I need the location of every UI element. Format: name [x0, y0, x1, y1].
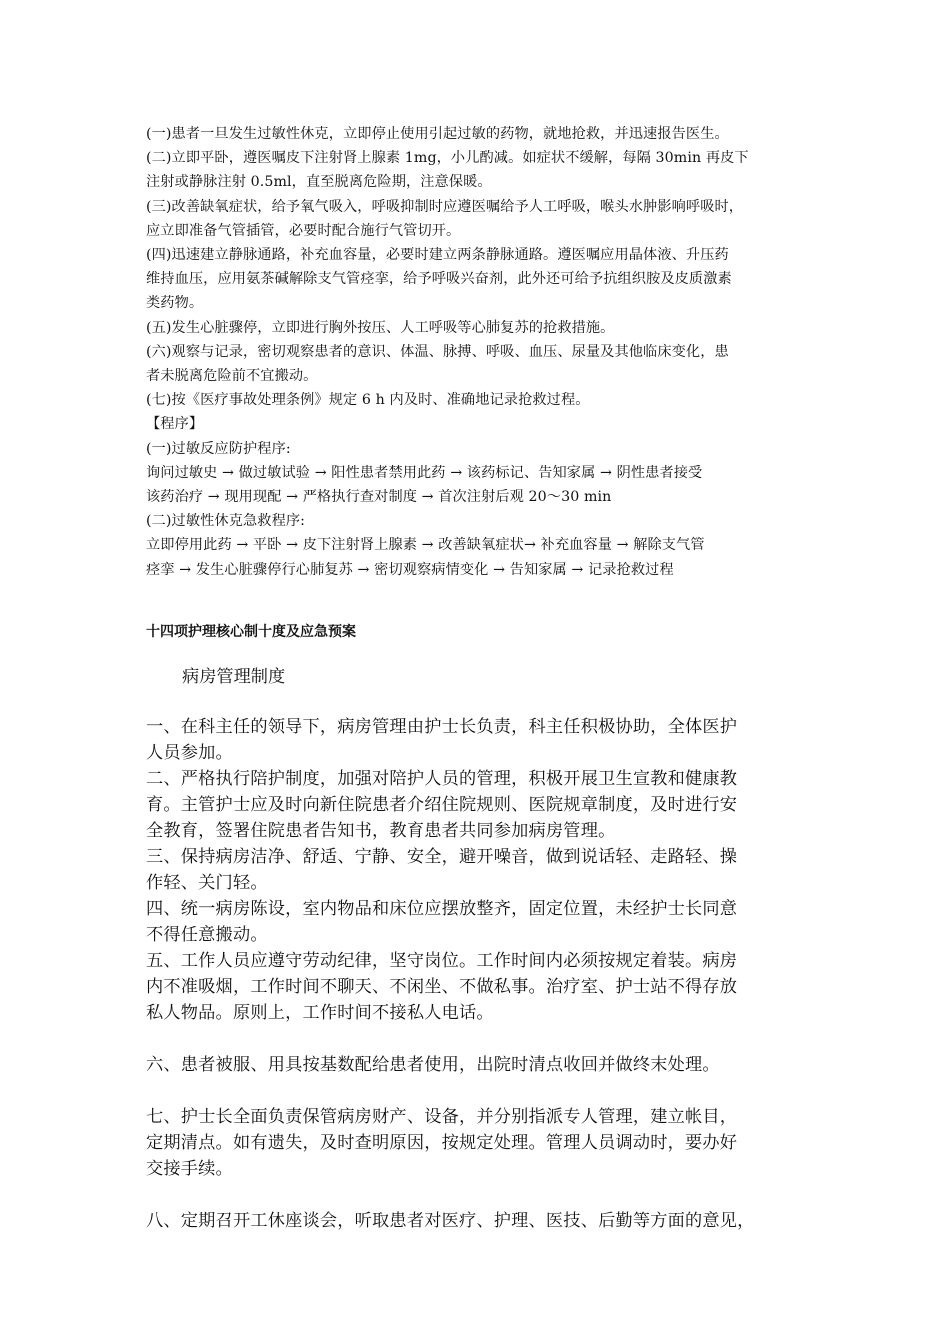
text-line: (三)改善缺氧症状，给予氧气吸入，呼吸抑制时应遵医嘱给予人工呼吸，喉头水肿影响呼吸时， [146, 198, 744, 215]
text-line: (一)过敏反应防护程序: [146, 440, 291, 457]
flow-line: 该药治疗 → 现用现配 → 严格执行查对制度 → 首次注射后观 20～30 min [146, 489, 612, 506]
text-line: (四)迅速建立静脉通路，补充血容量，必要时建立两条静脉通路。遵医嘱应用晶体液、升压药 [146, 247, 729, 264]
ward-policy-body [146, 714, 811, 1234]
text-line: 人员参加。 [146, 743, 233, 763]
text-line: 作轻、关门轻。 [146, 873, 268, 893]
text-line: (一)患者一旦发生过敏性休克，立即停止使用引起过敏的药物，就地抢救，并迅速报告医生。 [146, 126, 729, 142]
text-line: (五)发生心脏骤停，立即进行胸外按压、人工呼吸等心肺复苏的抢救措施。 [146, 319, 615, 336]
text-line: 八、定期召开工休座谈会，听取患者对医疗、护理、医技、后勤等方面的意见， [146, 1211, 755, 1231]
text-line: 注射或静脉注射 0.5ml，直至脱离危险期，注意保暖。 [146, 174, 492, 191]
text-line: 维持血压，应用氨茶碱解除支气管痉挛，给予呼吸兴奋剂，此外还可给予抗组织胺及皮质激素 [146, 271, 732, 288]
text-line: 者未脱离危险前不宜搬动。 [146, 368, 318, 385]
flow-line: 痉挛 → 发生心脏骤停行心肺复苏 → 密切观察病情变化 → 告知家属 → 记录抢救过程 [146, 561, 674, 578]
text-line: 定期清点。如有遗失，及时查明原因，按规定处理。管理人员调动时，要办好 [146, 1133, 738, 1153]
text-line: (七)按《医疗事故处理条例》规定 6 h 内及时、准确地记录抢救过程。 [146, 392, 590, 409]
text-line: 交接手续。 [146, 1159, 233, 1179]
text-line: (二)过敏性休克急救程序: [146, 513, 306, 530]
section-title: 十四项护理核心制十度及应急预案 [146, 624, 356, 640]
text-line: 全教育，签署住院患者告知书，教育患者共同参加病房管理。 [146, 821, 616, 841]
text-line: 育。主管护士应及时向新住院患者介绍住院规则、医院规章制度，及时进行安 [146, 795, 738, 815]
procedure-heading: 【程序】 [146, 416, 204, 433]
allergy-emergency-measures [146, 122, 811, 582]
paragraph-gap [146, 1026, 811, 1052]
text-line: 五、工作人员应遵守劳动纪律，坚守岗位。工作时间内必须按规定着装。病房 [146, 951, 738, 971]
flow-line: 立即停用此药 → 平卧 → 皮下注射肾上腺素 → 改善缺氧症状→ 补充血容量 → 解除支气管 [146, 537, 705, 554]
text-line: 应立即准备气管插管，必要时配合施行气管切开。 [146, 222, 461, 239]
paragraph-gap [146, 1182, 811, 1208]
paragraph-gap [146, 1078, 811, 1104]
text-line: (六)观察与记录，密切观察患者的意识、体温、脉搏、呼吸、血压、尿量及其他临床变化，患 [146, 343, 729, 360]
text-line: 内不准吸烟，工作时间不聊天、不闲坐、不做私事。治疗室、护士站不得存放 [146, 977, 738, 997]
text-line: 四、统一病房陈设，室内物品和床位应摆放整齐，固定位置，未经护士长同意 [146, 899, 738, 919]
text-line: 七、护士长全面负责保管病房财产、设备，并分别指派专人管理，建立帐目， [146, 1107, 738, 1127]
text-line: (二)立即平卧，遵医嘱皮下注射肾上腺素 1mg，小儿酌减。如症状不缓解，每隔 30min 再皮下 [146, 150, 749, 167]
text-line: 私人物品。原则上，工作时间不接私人电话。 [146, 1003, 494, 1023]
flow-line: 询问过敏史 → 做过敏试验 → 阳性患者禁用此药 → 该药标记、告知家属 → 阴性患者接受 [146, 464, 703, 481]
text-line: 三、保持病房洁净、舒适、宁静、安全，避开噪音，做到说话轻、走路轻、操 [146, 847, 738, 867]
ward-policy-title: 病房管理制度 [182, 667, 286, 687]
text-line: 二、严格执行陪护制度，加强对陪护人员的管理，积极开展卫生宣教和健康教 [146, 769, 738, 789]
text-line: 不得任意搬动。 [146, 925, 268, 945]
text-line: 六、患者被服、用具按基数配给患者使用，出院时清点收回并做终末处理。 [146, 1055, 720, 1075]
text-line: 一、在科主任的领导下，病房管理由护士长负责，科主任积极协助，全体医护 [146, 717, 738, 737]
text-line: 类药物。 [146, 295, 204, 312]
